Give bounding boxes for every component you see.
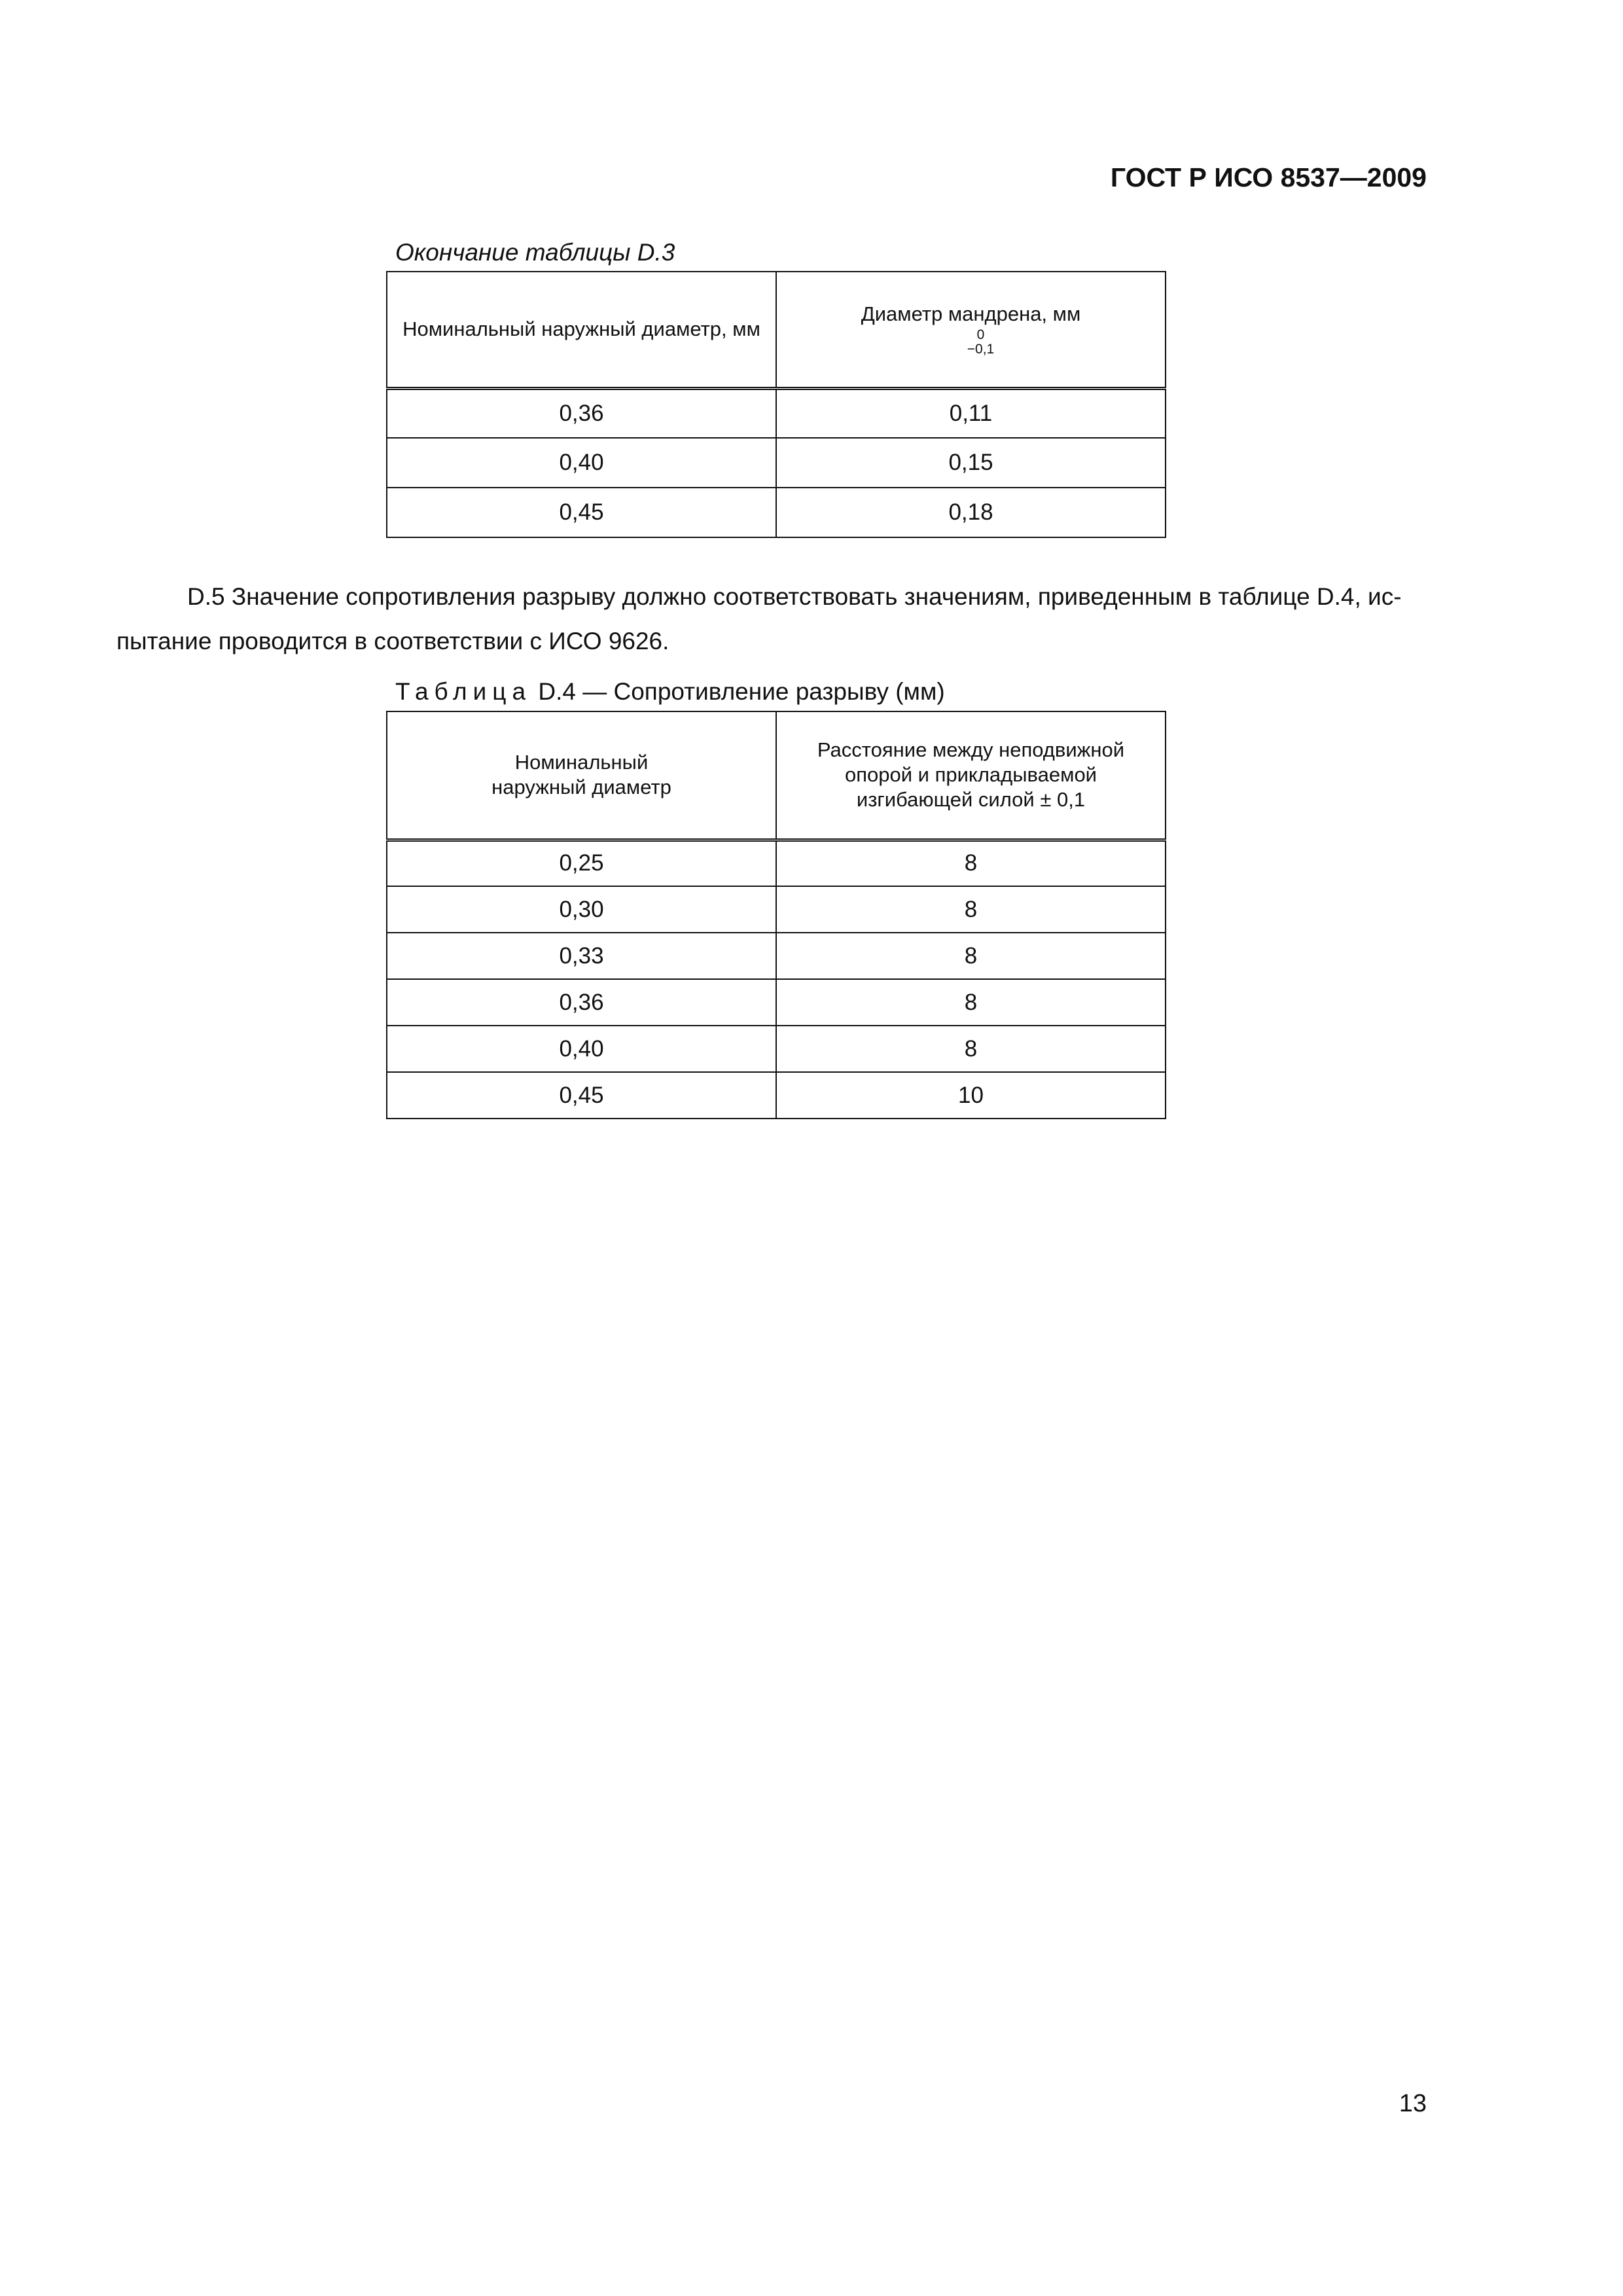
table-row [387, 979, 1166, 1026]
table-cell: 0,45 [387, 1072, 776, 1119]
table-cell: 0,36 [387, 979, 776, 1026]
table-cell: 0,18 [776, 488, 1166, 537]
table-row [387, 840, 1166, 886]
table-cell: 0,40 [387, 1026, 776, 1072]
table-d4-caption [395, 678, 945, 706]
table-d3-header-mandrel-label: Диаметр мандрена, мм [861, 302, 1081, 326]
table-row [387, 438, 1166, 488]
table-row [387, 1072, 1166, 1119]
paragraph-d5 [116, 575, 1438, 664]
table-cell: 0,11 [776, 388, 1166, 438]
table-d3-caption: Окончание таблицы D.3 [395, 239, 675, 266]
table-d3-header-diameter [387, 272, 776, 388]
mandrel-tolerance-lower: −0,1 [967, 342, 995, 357]
table-d3-header-mandrel [776, 272, 1166, 388]
table-cell: 8 [776, 886, 1166, 933]
table-d4 [386, 711, 1166, 1119]
table-row [387, 488, 1166, 537]
table-d4-header-row [387, 711, 1166, 840]
table-d3-header-row [387, 272, 1166, 388]
page-number: 13 [1399, 2090, 1427, 2117]
table-cell: 0,25 [387, 840, 776, 886]
table-cell: 8 [776, 979, 1166, 1026]
table-cell: 10 [776, 1072, 1166, 1119]
table-row [387, 933, 1166, 979]
table-cell: 0,45 [387, 488, 776, 537]
table-cell: 8 [776, 840, 1166, 886]
table-row [387, 388, 1166, 438]
paragraph-d5-line-2: пытание проводится в соответствии с ИСО 9626. [116, 628, 669, 655]
table-d4-header-distance: Расстояние между неподвижной опорой и прикладываемой изгибающей силой ± 0,1 [776, 711, 1166, 840]
document-standard-header: ГОСТ Р ИСО 8537—2009 [1110, 162, 1427, 192]
table-d3-header-diameter-label: Номинальный наружный диаметр, мм [402, 317, 760, 341]
table-cell: 0,40 [387, 438, 776, 488]
table-cell: 0,30 [387, 886, 776, 933]
table-d3 [386, 271, 1166, 538]
table-cell: 0,15 [776, 438, 1166, 488]
paragraph-d5-line-1: D.5 Значение сопротивления разрыву должно соответствовать значениям, приведенным в таблице D.4, ис- [187, 583, 1402, 610]
table-cell: 0,33 [387, 933, 776, 979]
table-row [387, 1026, 1166, 1072]
mandrel-tolerance-upper: 0 [976, 327, 985, 343]
table-cell: 8 [776, 1026, 1166, 1072]
table-d4-header-diameter: Номинальный наружный диаметр [387, 711, 776, 840]
table-row [387, 886, 1166, 933]
table-cell: 0,36 [387, 388, 776, 438]
table-d4-caption-title: D.4 — Сопротивление разрыву (мм) [538, 678, 945, 705]
table-d4-caption-word: Таблица [395, 678, 532, 705]
table-cell: 8 [776, 933, 1166, 979]
